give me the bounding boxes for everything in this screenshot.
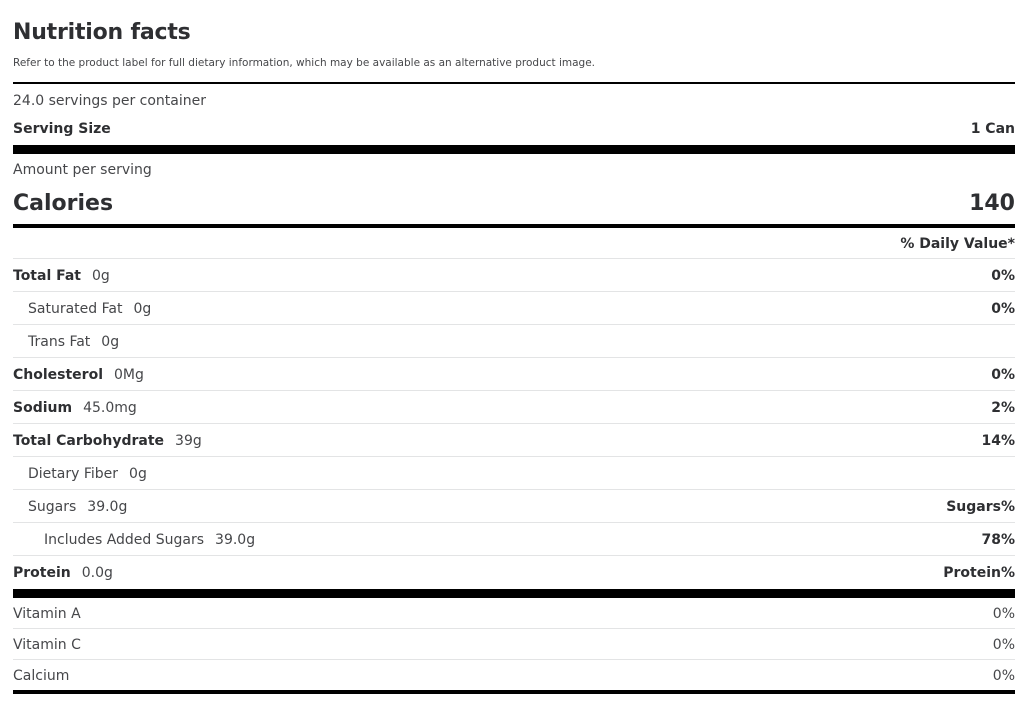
nutrient-amount: 0g bbox=[129, 466, 147, 482]
daily-value-header: % Daily Value* bbox=[900, 236, 1015, 252]
nutrient-amount: 0Mg bbox=[114, 367, 144, 383]
nutrient-row-sugars bbox=[13, 497, 1015, 517]
nutrient-name: Sugars bbox=[28, 499, 77, 515]
nutrient-name: Trans Fat bbox=[28, 334, 91, 350]
page-title: Nutrition facts bbox=[13, 20, 191, 45]
nutrient-amount: 0.0g bbox=[81, 565, 113, 581]
nutrient-amount: 39.0g bbox=[87, 499, 128, 515]
nutrient-daily-value: 0% bbox=[991, 367, 1015, 383]
nutrient-name: Total Fat bbox=[13, 268, 82, 284]
vitamin-daily-value: 0% bbox=[992, 606, 1015, 622]
nutrient-amount: 39g bbox=[175, 433, 202, 449]
nutrient-name: Cholesterol bbox=[13, 367, 103, 383]
calories-divider bbox=[13, 224, 1015, 228]
row-divider bbox=[13, 489, 1015, 490]
row-divider bbox=[13, 390, 1015, 391]
vitamin-row-vitamin-c bbox=[13, 635, 1015, 655]
calories-row bbox=[13, 188, 1015, 218]
nutrient-name: Dietary Fiber bbox=[28, 466, 119, 482]
nutrient-name: Protein bbox=[13, 565, 71, 581]
vitamin-row-calcium bbox=[13, 666, 1015, 686]
row-divider bbox=[13, 628, 1015, 629]
row-divider bbox=[13, 258, 1015, 259]
nutrient-daily-value: 0% bbox=[991, 268, 1015, 284]
nutrient-row-dietary-fiber bbox=[13, 464, 1015, 484]
row-divider bbox=[13, 357, 1015, 358]
amount-per-serving-label: Amount per serving bbox=[13, 162, 152, 178]
nutrient-daily-value: 78% bbox=[981, 532, 1015, 548]
servings-per-container: 24.0 servings per container bbox=[13, 93, 207, 109]
row-divider bbox=[13, 324, 1015, 325]
nutrient-amount: 0g bbox=[92, 268, 110, 284]
nutrient-amount: 0g bbox=[133, 301, 152, 317]
calories-label: Calories bbox=[13, 190, 114, 216]
nutrient-amount: 45.0mg bbox=[83, 400, 137, 416]
amount-per-serving-row bbox=[13, 160, 1015, 180]
nutrient-row-total-fat bbox=[13, 266, 1015, 286]
thick-divider-vitamins bbox=[13, 589, 1015, 598]
calories-value: 140 bbox=[969, 190, 1015, 216]
serving-size-label: Serving Size bbox=[13, 121, 111, 137]
nutrient-daily-value: 0% bbox=[991, 301, 1015, 317]
vitamin-name: Calcium bbox=[13, 668, 70, 684]
nutrient-row-saturated-fat bbox=[13, 299, 1015, 319]
vitamin-name: Vitamin A bbox=[13, 606, 81, 622]
nutrient-amount: 0g bbox=[101, 334, 120, 350]
nutrient-name: Sodium bbox=[13, 400, 73, 416]
vitamin-daily-value: 0% bbox=[992, 668, 1015, 684]
nutrient-name: Total Carbohydrate bbox=[13, 433, 165, 449]
nutrient-row-protein bbox=[13, 563, 1015, 583]
nutrient-daily-value: Protein% bbox=[943, 565, 1015, 581]
serving-size-value: 1 Can bbox=[970, 121, 1015, 137]
nutrient-row-added-sugars bbox=[13, 530, 1015, 550]
vitamin-daily-value: 0% bbox=[992, 637, 1015, 653]
nutrient-daily-value: Sugars% bbox=[946, 499, 1015, 515]
nutrient-row-trans-fat bbox=[13, 332, 1015, 352]
nutrient-row-total-carbohydrate bbox=[13, 431, 1015, 451]
row-divider bbox=[13, 423, 1015, 424]
label-disclaimer: Refer to the product label for full dietary information, which may be available as an alternative product image. bbox=[13, 57, 595, 69]
row-divider bbox=[13, 456, 1015, 457]
row-divider bbox=[13, 522, 1015, 523]
nutrient-name: Saturated Fat bbox=[28, 301, 123, 317]
row-divider bbox=[13, 659, 1015, 660]
nutrient-name: Includes Added Sugars bbox=[44, 532, 205, 548]
row-divider bbox=[13, 555, 1015, 556]
nutrient-row-cholesterol bbox=[13, 365, 1015, 385]
thick-divider-serving bbox=[13, 145, 1015, 154]
row-divider bbox=[13, 291, 1015, 292]
serving-size-row bbox=[13, 119, 1015, 139]
daily-value-header-row bbox=[13, 234, 1015, 254]
vitamin-row-vitamin-a bbox=[13, 604, 1015, 624]
nutrient-row-sodium bbox=[13, 398, 1015, 418]
servings-per-container-row bbox=[13, 91, 1015, 111]
nutrient-amount: 39.0g bbox=[215, 532, 256, 548]
nutrient-daily-value: 14% bbox=[981, 433, 1015, 449]
bottom-divider bbox=[13, 690, 1015, 694]
top-divider bbox=[13, 82, 1015, 84]
vitamin-name: Vitamin C bbox=[13, 637, 81, 653]
nutrient-daily-value: 2% bbox=[991, 400, 1015, 416]
